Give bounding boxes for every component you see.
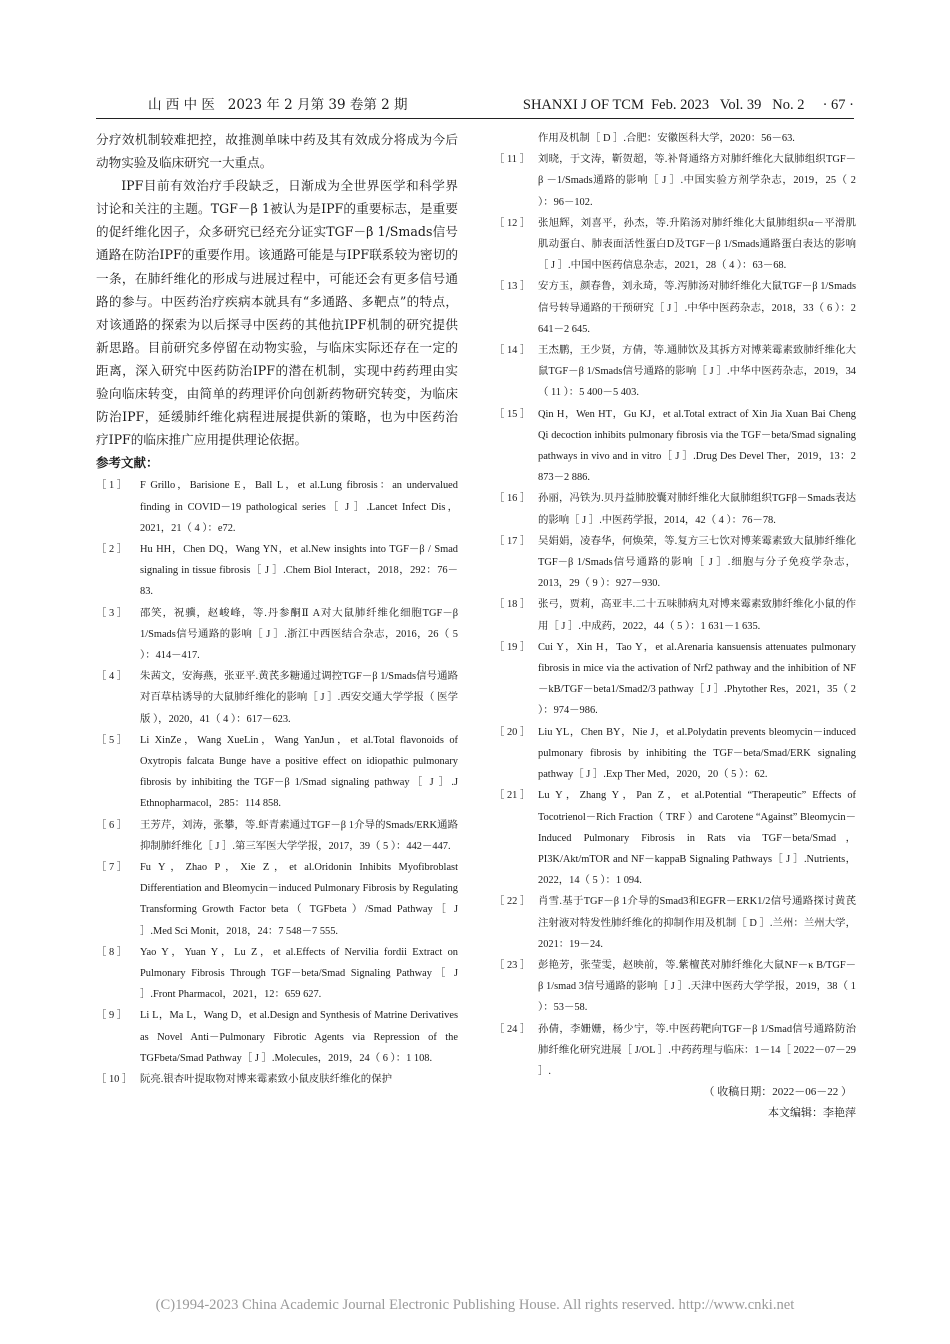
reference-number: ［ 20 ］ bbox=[494, 726, 531, 738]
reference-text: 邵笑，祝骥，赵峻峰，等.丹参酮Ⅱ A对大鼠肺纤维化细胞TGF－β 1/Smads信号通路的影响［ J ］.浙江中西医结合杂志，2016，26（ 5 ）：414－417. bbox=[140, 607, 458, 661]
reference-number: ［ 10 ］ bbox=[96, 1074, 133, 1085]
reference-number: ［ 3 ］ bbox=[96, 607, 128, 619]
body-paragraph-2: IPF目前有效治疗手段缺乏，日渐成为全世界医学和科学界讨论和关注的主题。TGF－β 1被认为是IPF的重要标志，是重要的促纤维化因子，众多研究已经充分证实TGF－β 1/Smads信号通路在防治IPF的重要作用。该通路可能是与IPF联系较为密切的一条，在肺纤维化的形成与进展过程中，可能还会有更多信号通路的参与。中医药治疗疾病本就具有“多通路、多靶点”的特点，对该通路的探索为以后探寻中医药的其他抗IPF机制的研究提供新思路。目前研究多停留在动物实验，与临床实际还存在一定的距离，深入研究中医药防治IPF的潜在机制，实现中药药理由实验向临床转变，由简单的药理评价向创新药物研究转变，为临床防治IPF，延缓肺纤维化病程进展提供新的策略，也为中医药治疗IPF的临床推广应用提供理论依据。 bbox=[96, 178, 458, 448]
reference-item bbox=[494, 404, 856, 489]
reference-text: 王杰鹏，王少贤，方倩，等.通肺饮及其拆方对博莱霉素致肺纤维化大鼠TGF－β 1/Smads信号通路的影响［ J ］.中华中医药杂志，2019，34（ 11 ）：5 400－5 403. bbox=[538, 345, 856, 399]
reference-text: Lu Y，Zhang Y，Pan Z，et al.Potential “Therapeutic” Effects of Tocotrienol－Rich Fraction（ TRF ）and Carotene “Against” Bleomycin－Induced Pulmonary Fibrosis in Rats via TGF－beta/Smad，PI3K/Akt/mTOR and NF－kappaB Signaling Pathways［ J ］.Nutrients，2022，14（ 5 ）：1 094. bbox=[538, 790, 856, 887]
body-paragraph-1: 分疗效机制较难把控，故推测单味中药及其有效成分将成为今后动物实验及临床研究一大重点。 bbox=[96, 132, 458, 171]
reference-number: ［ 14 ］ bbox=[494, 345, 531, 357]
reference-number: ［ 18 ］ bbox=[494, 599, 531, 611]
reference-text: 彭艳芳，张莹雯，赵映前，等.紫檀芪对肺纤维化大鼠NF－κ B/TGF－β 1/smad 3信号通路的影响［ J ］.天津中医药大学学报，2019，38（ 1 ）：53－58. bbox=[538, 959, 856, 1014]
reference-text: Li L，Ma L，Wang D，et al.Design and Synthesis of Matrine Derivatives as Novel Anti－Pulmonary Fibrotic Agents via Repression of the TGFbeta/Smad Pathway［ J ］.Molecules，2019，24（ 6 ）：1 108. bbox=[140, 1010, 458, 1064]
reference-text: 张弓，贾莉，高亚丰.二十五味肺病丸对博来霉素致肺纤维化小鼠的作用［ J ］.中成药，2022，44（ 5 ）：1 631－1 635. bbox=[538, 599, 856, 632]
reference-number: ［ 23 ］ bbox=[494, 959, 531, 971]
reference-number: ［ 15 ］ bbox=[494, 408, 531, 420]
reference-item bbox=[494, 891, 856, 955]
reference-item bbox=[494, 722, 856, 786]
reference-text: F Grillo，Barisione E，Ball L，et al.Lung fibrosis：an undervalued finding in COVID－19 pathological series［ J ］.Lancet Infect Dis，2021，21（ 4 ）：e72. bbox=[140, 480, 458, 534]
reference-text: 吴娟娟，凌春华，何焕荣，等.复方三七饮对博莱霉素致大鼠肺纤维化TGF－β 1/Smads信号通路的影响［ J ］.细胞与分子免疫学杂志，2013，29（ 9 ）：927－930. bbox=[538, 535, 856, 590]
reference-text: 安方玉，颜春鲁，刘永琦，等.泻肺汤对肺纤维化大鼠TGF－β 1/Smads信号转导通路的干预研究［ J ］.中华中医药杂志，2018，33（ 6 ）：2 641－2 645. bbox=[538, 281, 856, 335]
reference-number: ［ 6 ］ bbox=[96, 819, 128, 831]
reference-text: Liu YL，Chen BY，Nie J，et al.Polydatin prevents bleomycin－induced pulmonary fibrosis by inhibiting the TGF－beta/Smad/ERK signaling pathway［ J ］.Exp Ther Med，2020，20（ 5 ）：62. bbox=[538, 726, 856, 781]
reference-item bbox=[494, 785, 856, 891]
reference-item bbox=[96, 539, 458, 603]
reference-10-continuation: 作用及机制［ D ］.合肥：安徽医科大学，2020：56－63. bbox=[538, 133, 795, 144]
reference-number: ［ 4 ］ bbox=[96, 671, 128, 683]
reference-item bbox=[494, 488, 856, 530]
reference-text: 朱茜文，安海燕，张亚平.黄芪多糖通过调控TGF－β 1/Smads信号通路对百草枯诱导的大鼠肺纤维化的影响［ J ］.西安交通大学学报（ 医学版 ），2020，41（ 4 ）：617－623. bbox=[140, 671, 458, 725]
reference-number: ［ 17 ］ bbox=[494, 535, 531, 547]
running-header bbox=[96, 94, 854, 116]
reference-item bbox=[494, 149, 856, 213]
reference-text: 刘晓，于文涛，靳贺超，等.补肾通络方对肺纤维化大鼠肺组织TGF－β －1/Smads通路的影响［ J ］.中国实验方剂学杂志，2019，25（ 2 ）：96－102. bbox=[538, 154, 856, 208]
reference-text: Yao Y，Yuan Y，Lu Z，et al.Effects of Nervilia fordii Extract on Pulmonary Fibrosis Through TGF－beta/Smad Signaling Pathway［ J ］.Front Pharmacol，2021，12：659 627. bbox=[140, 946, 458, 1001]
reference-item bbox=[494, 637, 856, 722]
reference-text: 肖雪.基于TGF－β 1介导的Smad3和EGFR－ERK1/2信号通路探讨黄芪注射液对特发性肺纤维化的抑制作用及机制［ D ］.兰州：兰州大学，2021：19－24. bbox=[538, 896, 856, 950]
reference-text: Qin H，Wen HT，Gu KJ，et al.Total extract of Xin Jia Xuan Bai Cheng Qi decoction inhibits pulmonary fibrosis via the TGF－beta/Smad signaling pathways in vivo and in vitro［ J ］.Drug Des Devel Ther，2019，13：2 873－2 886. bbox=[538, 408, 856, 484]
header-divider bbox=[96, 118, 854, 119]
reference-number: ［ 13 ］ bbox=[494, 281, 531, 293]
reference-text: 王芳芹，刘涛，张攀，等.虾青素通过TGF－β 1介导的Smads/ERK通路抑制肺纤维化［ J ］.第三军医大学学报，2017，39（ 5 ）：442－447. bbox=[140, 819, 458, 852]
reference-item bbox=[96, 815, 458, 857]
left-column bbox=[96, 128, 458, 1090]
journal-title-cn: 山 西 中 医 2023 年 2 月第 39 卷第 2 期 bbox=[148, 97, 408, 113]
right-column bbox=[494, 128, 856, 1124]
references-heading: 参考文献： bbox=[96, 455, 159, 471]
reference-item bbox=[96, 666, 458, 730]
reference-item bbox=[96, 942, 458, 1006]
reference-number: ［ 1 ］ bbox=[96, 480, 128, 492]
reference-text: Hu HH，Chen DQ，Wang YN，et al.New insights into TGF－β / Smad signaling in tissue fibrosis［ J ］.Chem Biol Interact，2018，292：76－83. bbox=[140, 543, 458, 598]
references-list-left bbox=[96, 475, 458, 1090]
reference-number: ［ 24 ］ bbox=[494, 1023, 531, 1035]
reference-text: 孙丽，冯铁为.贝丹益肺胶囊对肺纤维化大鼠肺组织TGFβ－Smads表达的影响［ J ］.中医药学报，2014，42（ 4 ）：76－78. bbox=[538, 493, 856, 526]
reference-item bbox=[494, 531, 856, 595]
reference-number: ［ 16 ］ bbox=[494, 493, 531, 505]
references-list-right bbox=[494, 149, 856, 1082]
reference-number: ［ 7 ］ bbox=[96, 861, 128, 873]
reference-number: ［ 21 ］ bbox=[494, 790, 531, 802]
editor-credit: 本文编辑：李艳萍 bbox=[768, 1107, 856, 1120]
reference-text: Fu Y，Zhao P，Xie Z，et al.Oridonin Inhibits Myofibroblast Differentiation and Bleomycin－induced Pulmonary Fibrosis by Regulating Transforming Growth Factor beta（ TGFbeta ）/Smad Pathway［ J ］.Med Sci Monit，2018，24：7 548－7 555. bbox=[140, 861, 458, 937]
reference-number: ［ 22 ］ bbox=[494, 896, 531, 908]
reference-item bbox=[494, 955, 856, 1019]
reference-item bbox=[494, 276, 856, 340]
reference-item bbox=[494, 340, 856, 404]
reference-text: 孙倩，李姗姗，杨少宁，等.中医药靶向TGF－β 1/Smad信号通路防治肺纤维化研究进展［ J/OL ］.中药药理与临床：1－14［ 2022－07－29 ］. bbox=[538, 1023, 856, 1077]
reference-item bbox=[494, 1019, 856, 1083]
reference-number: ［ 12 ］ bbox=[494, 217, 531, 229]
reference-text: 张旭辉，刘喜平，孙杰，等.升陷汤对肺纤维化大鼠肺组织α－平滑肌肌动蛋白、肺表面活性蛋白D及TGF－β 1/Smads通路蛋白表达的影响［ J ］.中国中医药信息杂志，2021，28（ 4 ）：63－68. bbox=[538, 217, 856, 272]
reference-text: Li XinZe，Wang XueLin，Wang YanJun，et al.Total flavonoids of Oxytropis falcata Bunge have a positive effect on idiopathic pulmonary fibrosis by inhibiting the TGF－β 1/Smad signaling pathway［ J ］.J Ethnopharmacol，285：114 858. bbox=[140, 734, 458, 810]
reference-text: 阮亮.银杏叶提取物对博来霉素致小鼠皮肤纤维化的保护 bbox=[140, 1074, 392, 1085]
reference-item bbox=[494, 213, 856, 277]
reference-number: ［ 2 ］ bbox=[96, 543, 128, 555]
reference-item bbox=[96, 475, 458, 539]
received-date: （ 收稿日期：2022－06－22 ） bbox=[703, 1086, 852, 1099]
reference-number: ［ 5 ］ bbox=[96, 734, 128, 746]
reference-number: ［ 11 ］ bbox=[494, 154, 530, 166]
reference-item bbox=[494, 594, 856, 636]
reference-number: ［ 9 ］ bbox=[96, 1010, 128, 1022]
reference-number: ［ 19 ］ bbox=[494, 641, 531, 653]
reference-item bbox=[96, 603, 458, 667]
reference-item bbox=[96, 1069, 458, 1090]
reference-number: ［ 8 ］ bbox=[96, 946, 128, 958]
reference-text: Cui Y，Xin H，Tao Y，et al.Arenaria kansuensis attenuates pulmonary fibrosis in mice via the activation of Nrf2 pathway and the inhibition of NF－kB/TGF－beta1/Smad2/3 pathway［ J ］.Phytother Res，2021，35（ 2 ）：974－986. bbox=[538, 641, 856, 717]
reference-item bbox=[96, 857, 458, 942]
journal-title-en: SHANXI J OF TCM Feb. 2023 Vol. 39 No. 2 · 67 · bbox=[522, 97, 854, 113]
copyright-footer: (C)1994-2023 China Academic Journal Electronic Publishing House. All rights reserved. http://www.cnki.net bbox=[155, 1297, 795, 1313]
reference-item bbox=[96, 730, 458, 815]
reference-item bbox=[96, 1005, 458, 1069]
